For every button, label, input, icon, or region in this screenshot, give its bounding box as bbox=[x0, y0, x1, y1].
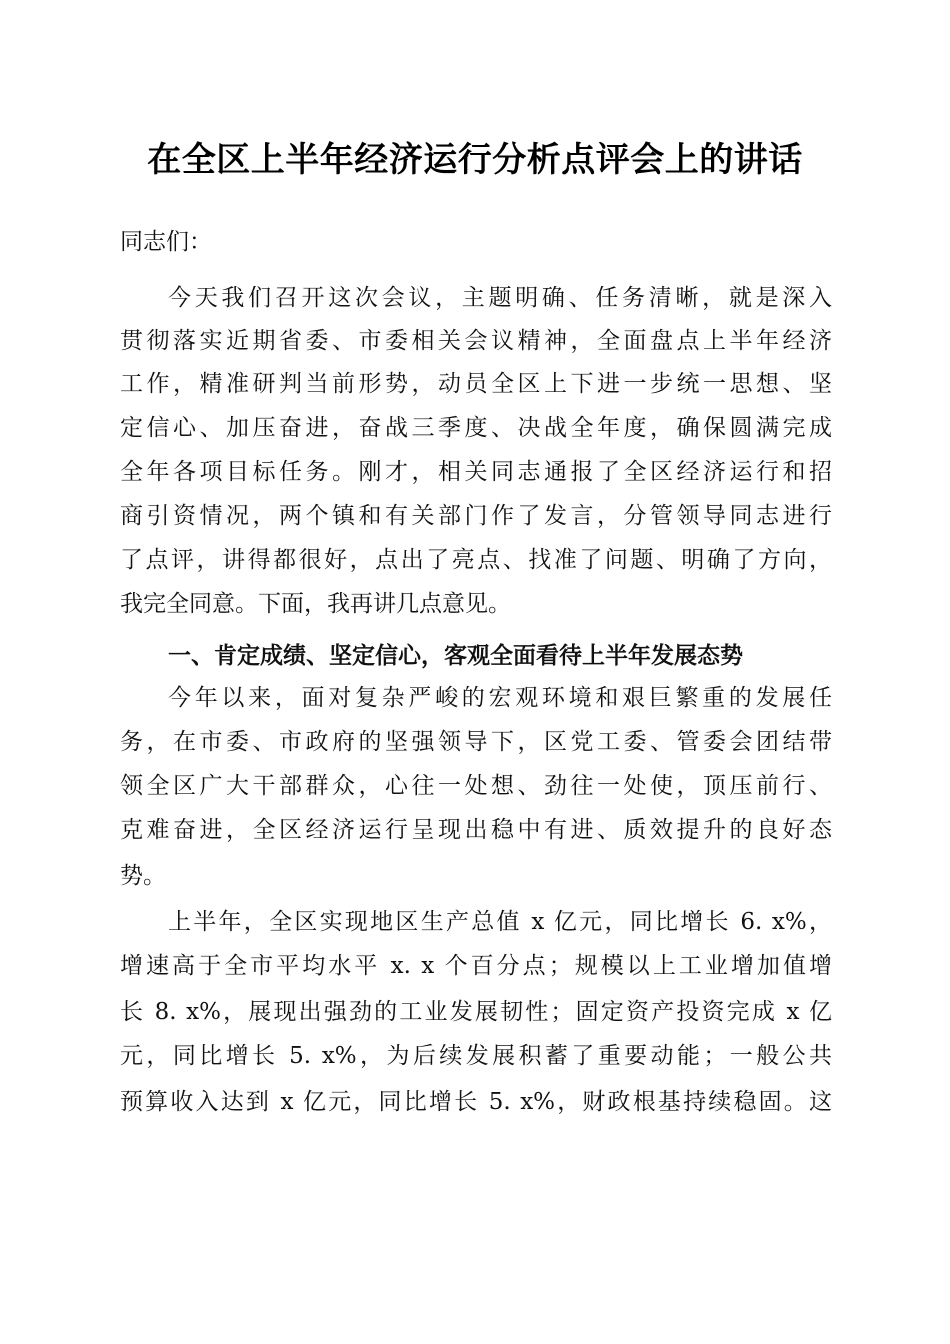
paragraph-line: 领全区广大干部群众，心往一处想、劲往一处使，顶压前行、 bbox=[120, 773, 832, 799]
paragraph-line: 元，同比增长 5. x%，为后续发展积蓄了重要动能；一般公共 bbox=[120, 1043, 832, 1069]
paragraph-line: 全年各项目标任务。刚才，相关同志通报了全区经济运行和招 bbox=[120, 459, 832, 485]
paragraph-line: 增速高于全市平均水平 x. x 个百分点；规模以上工业增加值增 bbox=[120, 953, 832, 979]
paragraph-line: 定信心、加压奋进，奋战三季度、决战全年度，确保圆满完成 bbox=[120, 415, 832, 441]
paragraph-line: 务，在市委、市政府的坚强领导下，区党工委、管委会团结带 bbox=[120, 729, 832, 755]
document-title: 在全区上半年经济运行分析点评会上的讲话 bbox=[147, 140, 803, 180]
paragraph-line: 了点评，讲得都很好，点出了亮点、找准了问题、明确了方向， bbox=[120, 547, 832, 573]
paragraph-line: 今天我们召开这次会议，主题明确、任务清晰，就是深入 bbox=[168, 285, 832, 311]
paragraph-line: 势。 bbox=[120, 863, 166, 889]
paragraph-line: 工作，精准研判当前形势，动员全区上下进一步统一思想、坚 bbox=[120, 371, 832, 397]
greeting: 同志们： bbox=[120, 229, 212, 255]
section-heading: 一、肯定成绩、坚定信心，客观全面看待上半年发展态势 bbox=[168, 643, 743, 669]
paragraph-line: 克难奋进，全区经济运行呈现出稳中有进、质效提升的良好态 bbox=[120, 817, 832, 843]
paragraph-line: 商引资情况，两个镇和有关部门作了发言，分管领导同志进行 bbox=[120, 503, 832, 529]
paragraph-line: 我完全同意。下面，我再讲几点意见。 bbox=[120, 591, 511, 617]
paragraph-line: 今年以来，面对复杂严峻的宏观环境和艰巨繁重的发展任 bbox=[168, 685, 832, 711]
paragraph-line: 上半年，全区实现地区生产总值 x 亿元，同比增长 6. x%， bbox=[168, 909, 832, 935]
paragraph-line: 贯彻落实近期省委、市委相关会议精神，全面盘点上半年经济 bbox=[120, 328, 832, 354]
paragraph-line: 预算收入达到 x 亿元，同比增长 5. x%，财政根基持续稳固。这 bbox=[120, 1089, 832, 1115]
paragraph-line: 长 8. x%，展现出强劲的工业发展韧性；固定资产投资完成 x 亿 bbox=[120, 999, 832, 1025]
